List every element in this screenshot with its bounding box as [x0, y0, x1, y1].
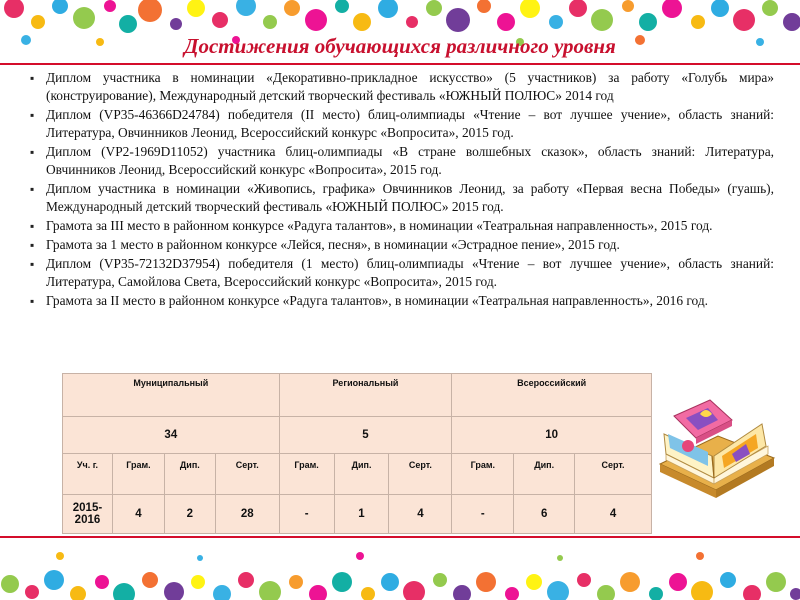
value-cell: 1 [334, 495, 389, 534]
subheader-cell: Серт. [575, 454, 652, 495]
table-row [63, 495, 652, 534]
total-all-russian: 10 [452, 417, 652, 454]
table-header-row [63, 374, 652, 417]
year-cell: 2015-2016 [63, 495, 113, 534]
bottom-accent-line [0, 536, 800, 538]
value-cell: 2 [164, 495, 215, 534]
subheader-cell: Уч. г. [63, 454, 113, 495]
achievements-list [30, 69, 774, 311]
list-item: ▪ Диплом (VP2-1969D11052) участника блиц-олимпиады «В стране волшебных сказок», область знаний: Литература, Овчинников Леонид, Всероссийский конкурс «Вопросита», 2015 год. [30, 143, 774, 179]
subheader-cell: Серт. [389, 454, 452, 495]
subheader-cell: Дип. [164, 454, 215, 495]
list-item: ▪ Грамота за III место в районном конкурсе «Радуга талантов», в номинации «Театральная направленность», 2015 год. [30, 217, 774, 235]
page-title: Достижения обучающихся различного уровня [184, 34, 616, 58]
subheader-cell: Грам. [279, 454, 334, 495]
list-item: ▪ Диплом участника в номинации «Живопись, графика» Овчинников Леонид, за работу «Первая весна Победы» (гуашь), Международный детский творческий фестиваль «ЮЖНЫЙ ПОЛЮС» 2015 год. [30, 180, 774, 216]
list-item: ▪ Диплом (VP35-72132D37954) победителя (1 место) блиц-олимпиады «Чтение – вот лучшее учение», область знаний: Литература, Самойлова Света, Всероссийский конкурс «Вопросита», 2015 год. [30, 255, 774, 291]
list-item: ▪ Диплом участника в номинации «Декоративно-прикладное искусство» (5 участников) за работу «Голубь мира» (конструирование), Международный детский творческий фестиваль «ЮЖНЫЙ ПОЛЮС» 2014 год [30, 69, 774, 105]
list-item: ▪ Грамота за II место в районном конкурсе «Радуга талантов», в номинации «Театральная направленность», 2016 год. [30, 292, 774, 310]
list-item: ▪ Диплом (VP35-46366D24784) победителя (II место) блиц-олимпиады «Чтение – вот лучшее учение», область знаний: Литература, Овчинников Леонид, Всероссийский конкурс «Вопросита», 2015 год. [30, 106, 774, 142]
value-cell: 28 [215, 495, 279, 534]
open-books-icon [652, 394, 782, 506]
value-cell: - [452, 495, 514, 534]
total-municipal: 34 [63, 417, 280, 454]
value-cell: - [279, 495, 334, 534]
subheader-cell: Дип. [334, 454, 389, 495]
value-cell: 6 [514, 495, 575, 534]
value-cell: 4 [112, 495, 164, 534]
list-item: ▪ Грамота за 1 место в районном конкурсе «Лейся, песня», в номинации «Эстрадное пение», 2015 год. [30, 236, 774, 254]
subheader-cell: Серт. [215, 454, 279, 495]
confetti-bottom-border [0, 540, 800, 600]
table-subheader-row [63, 454, 652, 495]
header-regional: Региональный [279, 374, 452, 417]
achievements-table [62, 373, 652, 534]
value-cell: 4 [575, 495, 652, 534]
top-accent-line [0, 63, 800, 65]
header-municipal: Муниципальный [63, 374, 280, 417]
subheader-cell: Грам. [112, 454, 164, 495]
table-totals-row [63, 417, 652, 454]
subheader-cell: Грам. [452, 454, 514, 495]
total-regional: 5 [279, 417, 452, 454]
header-all-russian: Всероссийский [452, 374, 652, 417]
subheader-cell: Дип. [514, 454, 575, 495]
value-cell: 4 [389, 495, 452, 534]
